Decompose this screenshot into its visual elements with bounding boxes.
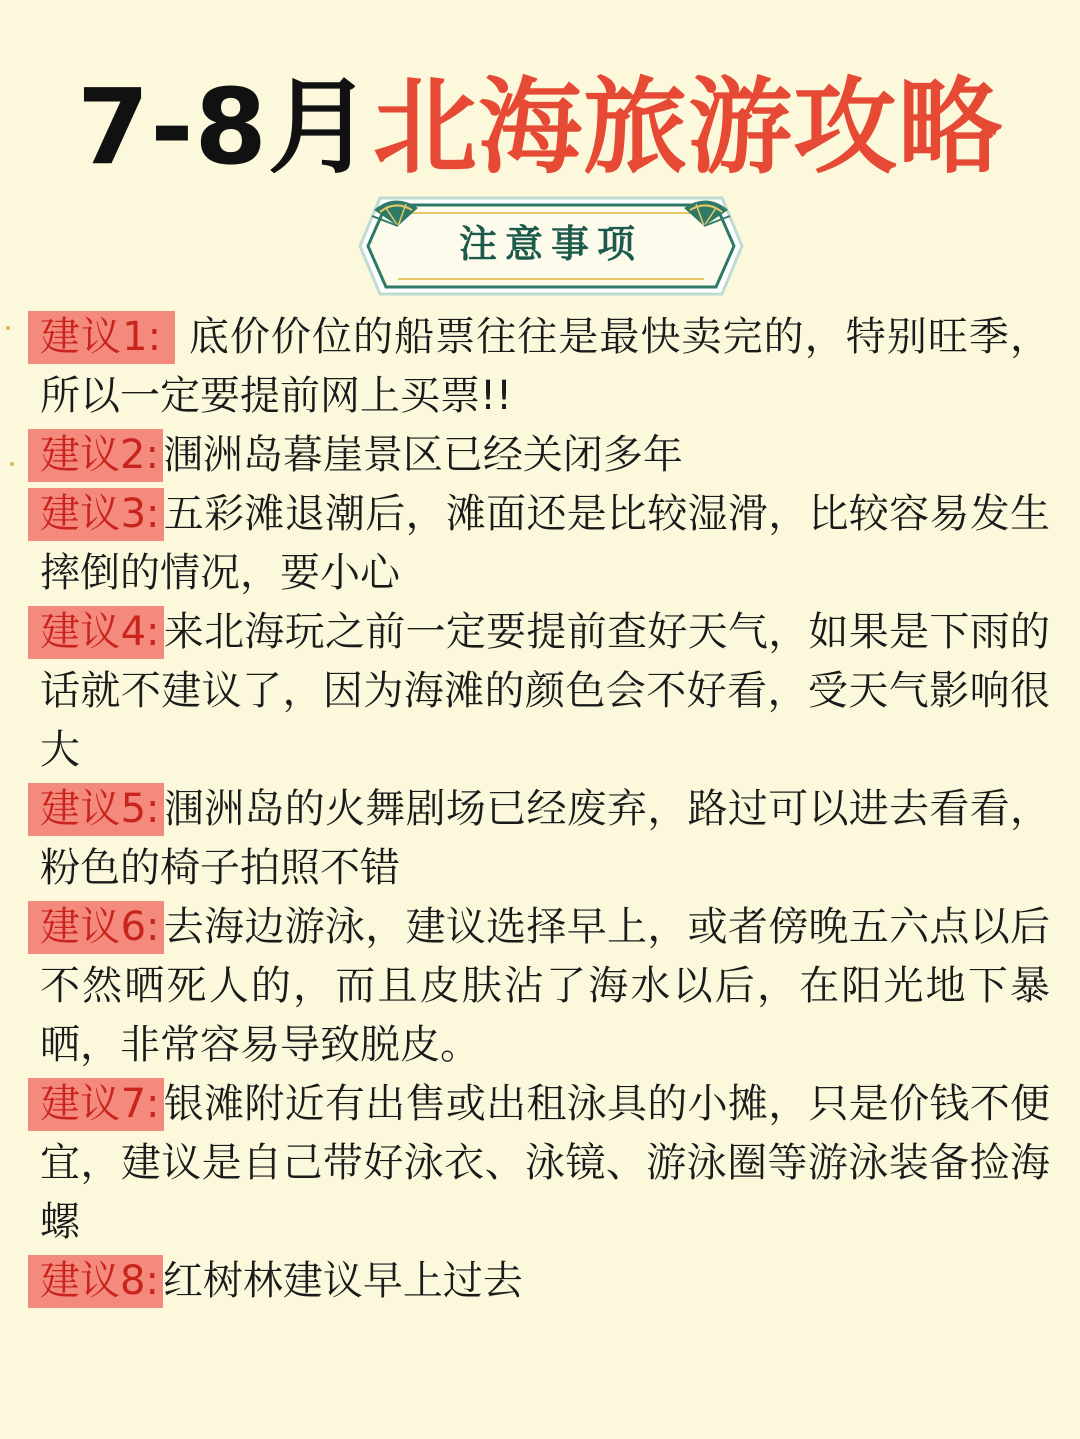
tip-text: 五彩滩退潮后，滩面还是比较湿滑，比较容易发生摔倒的情况，要小心 (40, 491, 1050, 596)
tip-label: 建议8: (28, 1255, 163, 1308)
tip-text: 银滩附近有出售或出租泳具的小摊，只是价钱不便宜，建议是自己带好泳衣、泳镜、游泳圈等游泳装备捡海螺 (40, 1081, 1050, 1245)
tip-5 (40, 780, 1050, 898)
tip-label: 建议5: (28, 783, 164, 836)
page-title (0, 62, 1080, 192)
banner-text: 注意事项 (458, 221, 643, 266)
tips-list (40, 308, 1050, 1311)
decor-dot (6, 326, 10, 330)
section-banner (358, 196, 744, 296)
title-main: 北海旅游攻略 (372, 66, 1003, 188)
tip-2 (40, 426, 1050, 485)
tip-1 (40, 308, 1050, 426)
tip-text: 涠洲岛暮崖景区已经关闭多年 (162, 432, 683, 478)
tip-text: 去海边游泳，建议选择早上，或者傍晚五六点以后不然晒死人的，而且皮肤沾了海水以后，在阳光地下暴晒，非常容易导致脱皮。 (40, 904, 1050, 1068)
tip-text: 来北海玩之前一定要提前查好天气，如果是下雨的话就不建议了，因为海滩的颜色会不好看，受天气影响很大 (40, 609, 1050, 773)
title-prefix: 7-8月 (77, 66, 373, 188)
decor-dot (10, 462, 14, 466)
tip-label: 建议3: (28, 488, 164, 541)
tip-text: 红树林建议早上过去 (162, 1258, 523, 1304)
tip-8 (40, 1252, 1050, 1311)
tip-4 (40, 603, 1050, 780)
tip-text: 涠洲岛的火舞剧场已经废弃，路过可以进去看看，粉色的椅子拍照不错 (40, 786, 1050, 891)
tip-text: 底价价位的船票往往是最快卖完的，特别旺季，所以一定要提前网上买票!! (40, 314, 1050, 419)
tip-label: 建议7: (28, 1078, 164, 1131)
tip-6 (40, 898, 1050, 1075)
tip-label: 建议1: (28, 311, 175, 364)
tip-7 (40, 1075, 1050, 1252)
tip-label: 建议6: (28, 901, 164, 954)
tip-3 (40, 485, 1050, 603)
tip-label: 建议4: (28, 606, 164, 659)
tip-label: 建议2: (28, 429, 163, 482)
